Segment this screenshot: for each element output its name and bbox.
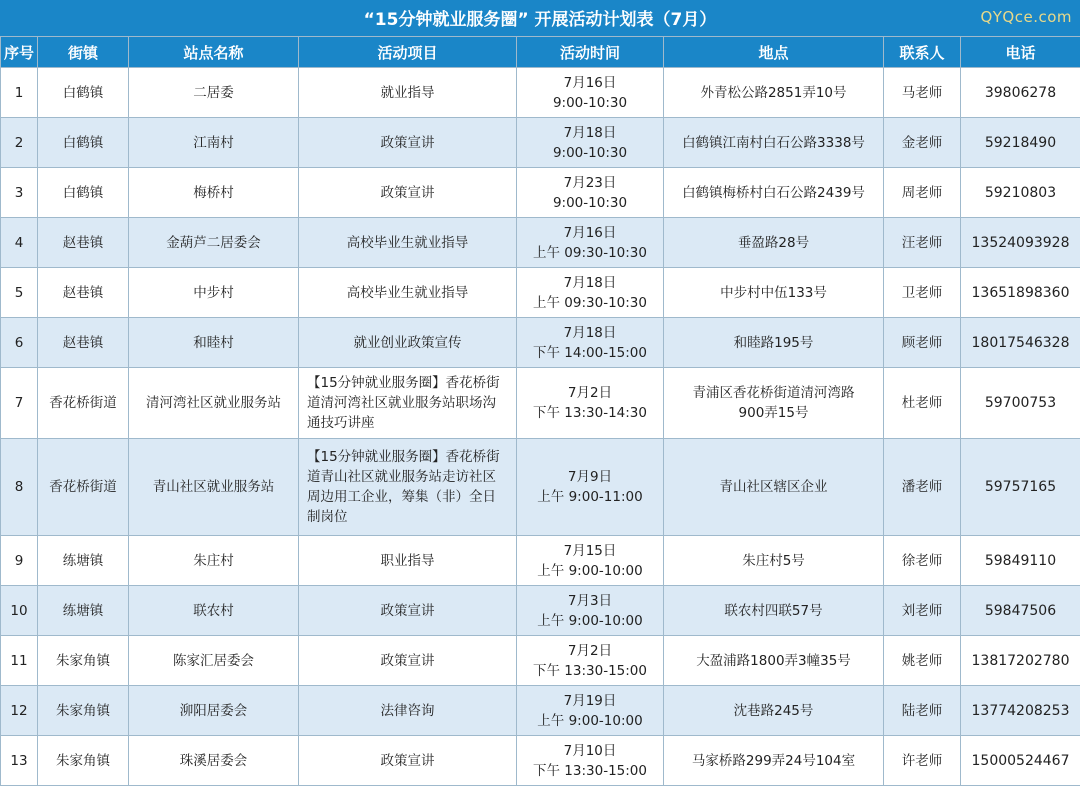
town-cell: 白鹤镇 <box>38 168 129 218</box>
time-cell: 7月18日 9:00-10:30 <box>517 118 664 168</box>
row-number: 11 <box>1 636 38 686</box>
project-cell: 政策宣讲 <box>299 118 517 168</box>
row-number: 1 <box>1 68 38 118</box>
place-cell: 联农村四联57号 <box>664 586 884 636</box>
contact-cell: 周老师 <box>884 168 961 218</box>
contact-cell: 刘老师 <box>884 586 961 636</box>
phone-cell: 13651898360 <box>961 268 1080 318</box>
page-title: “15分钟就业服务圈” 开展活动计划表（7月） <box>364 5 717 30</box>
place-cell: 白鹤镇梅桥村白石公路2439号 <box>664 168 884 218</box>
site-cell: 陈家汇居委会 <box>129 636 299 686</box>
title-bar <box>0 0 1080 36</box>
table-row <box>1 686 1080 736</box>
contact-cell: 杜老师 <box>884 368 961 439</box>
contact-cell: 潘老师 <box>884 439 961 536</box>
town-cell: 香花桥街道 <box>38 439 129 536</box>
place-cell: 和睦路195号 <box>664 318 884 368</box>
place-cell: 垂盈路28号 <box>664 218 884 268</box>
row-number: 2 <box>1 118 38 168</box>
phone-cell: 13524093928 <box>961 218 1080 268</box>
row-number: 5 <box>1 268 38 318</box>
site-cell: 中步村 <box>129 268 299 318</box>
contact-cell: 马老师 <box>884 68 961 118</box>
table-row <box>1 636 1080 686</box>
project-cell: 【15分钟就业服务圈】香花桥街道清河湾社区就业服务站职场沟通技巧讲座 <box>299 368 517 439</box>
site-cell: 珠溪居委会 <box>129 736 299 786</box>
project-cell: 高校毕业生就业指导 <box>299 218 517 268</box>
table-row <box>1 118 1080 168</box>
time-cell: 7月16日 上午 09:30-10:30 <box>517 218 664 268</box>
site-cell: 清河湾社区就业服务站 <box>129 368 299 439</box>
table-row <box>1 586 1080 636</box>
phone-cell: 59700753 <box>961 368 1080 439</box>
phone-cell: 59847506 <box>961 586 1080 636</box>
town-cell: 朱家角镇 <box>38 636 129 686</box>
site-cell: 和睦村 <box>129 318 299 368</box>
table-row <box>1 318 1080 368</box>
time-cell: 7月2日 下午 13:30-14:30 <box>517 368 664 439</box>
header-town: 街镇 <box>38 37 129 68</box>
place-cell: 白鹤镇江南村白石公路3338号 <box>664 118 884 168</box>
place-cell: 大盈浦路1800弄3幢35号 <box>664 636 884 686</box>
town-cell: 朱家角镇 <box>38 736 129 786</box>
project-cell: 政策宣讲 <box>299 586 517 636</box>
town-cell: 练塘镇 <box>38 536 129 586</box>
contact-cell: 金老师 <box>884 118 961 168</box>
project-cell: 政策宣讲 <box>299 736 517 786</box>
phone-cell: 59849110 <box>961 536 1080 586</box>
table-row <box>1 439 1080 536</box>
phone-cell: 15000524467 <box>961 736 1080 786</box>
time-cell: 7月23日 9:00-10:30 <box>517 168 664 218</box>
project-cell: 政策宣讲 <box>299 168 517 218</box>
row-number: 10 <box>1 586 38 636</box>
phone-cell: 59218490 <box>961 118 1080 168</box>
header-project: 活动项目 <box>299 37 517 68</box>
site-cell: 青山社区就业服务站 <box>129 439 299 536</box>
row-number: 7 <box>1 368 38 439</box>
time-cell: 7月19日 上午 9:00-10:00 <box>517 686 664 736</box>
project-cell: 法律咨询 <box>299 686 517 736</box>
town-cell: 白鹤镇 <box>38 118 129 168</box>
activity-table <box>0 36 1080 786</box>
header-contact: 联系人 <box>884 37 961 68</box>
row-number: 4 <box>1 218 38 268</box>
time-cell: 7月15日 上午 9:00-10:00 <box>517 536 664 586</box>
table-row <box>1 368 1080 439</box>
place-cell: 中步村中伍133号 <box>664 268 884 318</box>
time-cell: 7月9日 上午 9:00-11:00 <box>517 439 664 536</box>
row-number: 12 <box>1 686 38 736</box>
place-cell: 马家桥路299弄24号104室 <box>664 736 884 786</box>
row-number: 8 <box>1 439 38 536</box>
table-row <box>1 736 1080 786</box>
contact-cell: 陆老师 <box>884 686 961 736</box>
phone-cell: 59757165 <box>961 439 1080 536</box>
header-site: 站点名称 <box>129 37 299 68</box>
time-cell: 7月18日 上午 09:30-10:30 <box>517 268 664 318</box>
row-number: 13 <box>1 736 38 786</box>
header-time: 活动时间 <box>517 37 664 68</box>
row-number: 3 <box>1 168 38 218</box>
phone-cell: 13774208253 <box>961 686 1080 736</box>
row-number: 6 <box>1 318 38 368</box>
project-cell: 政策宣讲 <box>299 636 517 686</box>
table-row <box>1 68 1080 118</box>
phone-cell: 39806278 <box>961 68 1080 118</box>
contact-cell: 姚老师 <box>884 636 961 686</box>
time-cell: 7月2日 下午 13:30-15:00 <box>517 636 664 686</box>
place-cell: 青浦区香花桥街道清河湾路 900弄15号 <box>664 368 884 439</box>
town-cell: 赵巷镇 <box>38 218 129 268</box>
table-row <box>1 168 1080 218</box>
time-cell: 7月10日 下午 13:30-15:00 <box>517 736 664 786</box>
site-cell: 联农村 <box>129 586 299 636</box>
project-cell: 【15分钟就业服务圈】香花桥街道青山社区就业服务站走访社区周边用工企业，筹集（非）全日制岗位 <box>299 439 517 536</box>
phone-cell: 13817202780 <box>961 636 1080 686</box>
town-cell: 香花桥街道 <box>38 368 129 439</box>
contact-cell: 卫老师 <box>884 268 961 318</box>
contact-cell: 徐老师 <box>884 536 961 586</box>
contact-cell: 许老师 <box>884 736 961 786</box>
town-cell: 赵巷镇 <box>38 318 129 368</box>
site-cell: 泖阳居委会 <box>129 686 299 736</box>
watermark: QYQce.com <box>980 8 1072 26</box>
place-cell: 外青松公路2851弄10号 <box>664 68 884 118</box>
contact-cell: 顾老师 <box>884 318 961 368</box>
town-cell: 赵巷镇 <box>38 268 129 318</box>
town-cell: 白鹤镇 <box>38 68 129 118</box>
table-row <box>1 268 1080 318</box>
contact-cell: 汪老师 <box>884 218 961 268</box>
place-cell: 青山社区辖区企业 <box>664 439 884 536</box>
project-cell: 职业指导 <box>299 536 517 586</box>
place-cell: 沈巷路245号 <box>664 686 884 736</box>
site-cell: 梅桥村 <box>129 168 299 218</box>
project-cell: 就业创业政策宣传 <box>299 318 517 368</box>
header-place: 地点 <box>664 37 884 68</box>
header-phone: 电话 <box>961 37 1080 68</box>
site-cell: 江南村 <box>129 118 299 168</box>
time-cell: 7月16日 9:00-10:30 <box>517 68 664 118</box>
phone-cell: 18017546328 <box>961 318 1080 368</box>
town-cell: 朱家角镇 <box>38 686 129 736</box>
table-row <box>1 536 1080 586</box>
header-no: 序号 <box>1 37 38 68</box>
project-cell: 高校毕业生就业指导 <box>299 268 517 318</box>
site-cell: 朱庄村 <box>129 536 299 586</box>
table-header-row <box>1 37 1080 68</box>
table-body <box>1 68 1080 786</box>
project-cell: 就业指导 <box>299 68 517 118</box>
town-cell: 练塘镇 <box>38 586 129 636</box>
time-cell: 7月18日 下午 14:00-15:00 <box>517 318 664 368</box>
phone-cell: 59210803 <box>961 168 1080 218</box>
site-cell: 金葫芦二居委会 <box>129 218 299 268</box>
site-cell: 二居委 <box>129 68 299 118</box>
table-row <box>1 218 1080 268</box>
place-cell: 朱庄村5号 <box>664 536 884 586</box>
time-cell: 7月3日 上午 9:00-10:00 <box>517 586 664 636</box>
row-number: 9 <box>1 536 38 586</box>
